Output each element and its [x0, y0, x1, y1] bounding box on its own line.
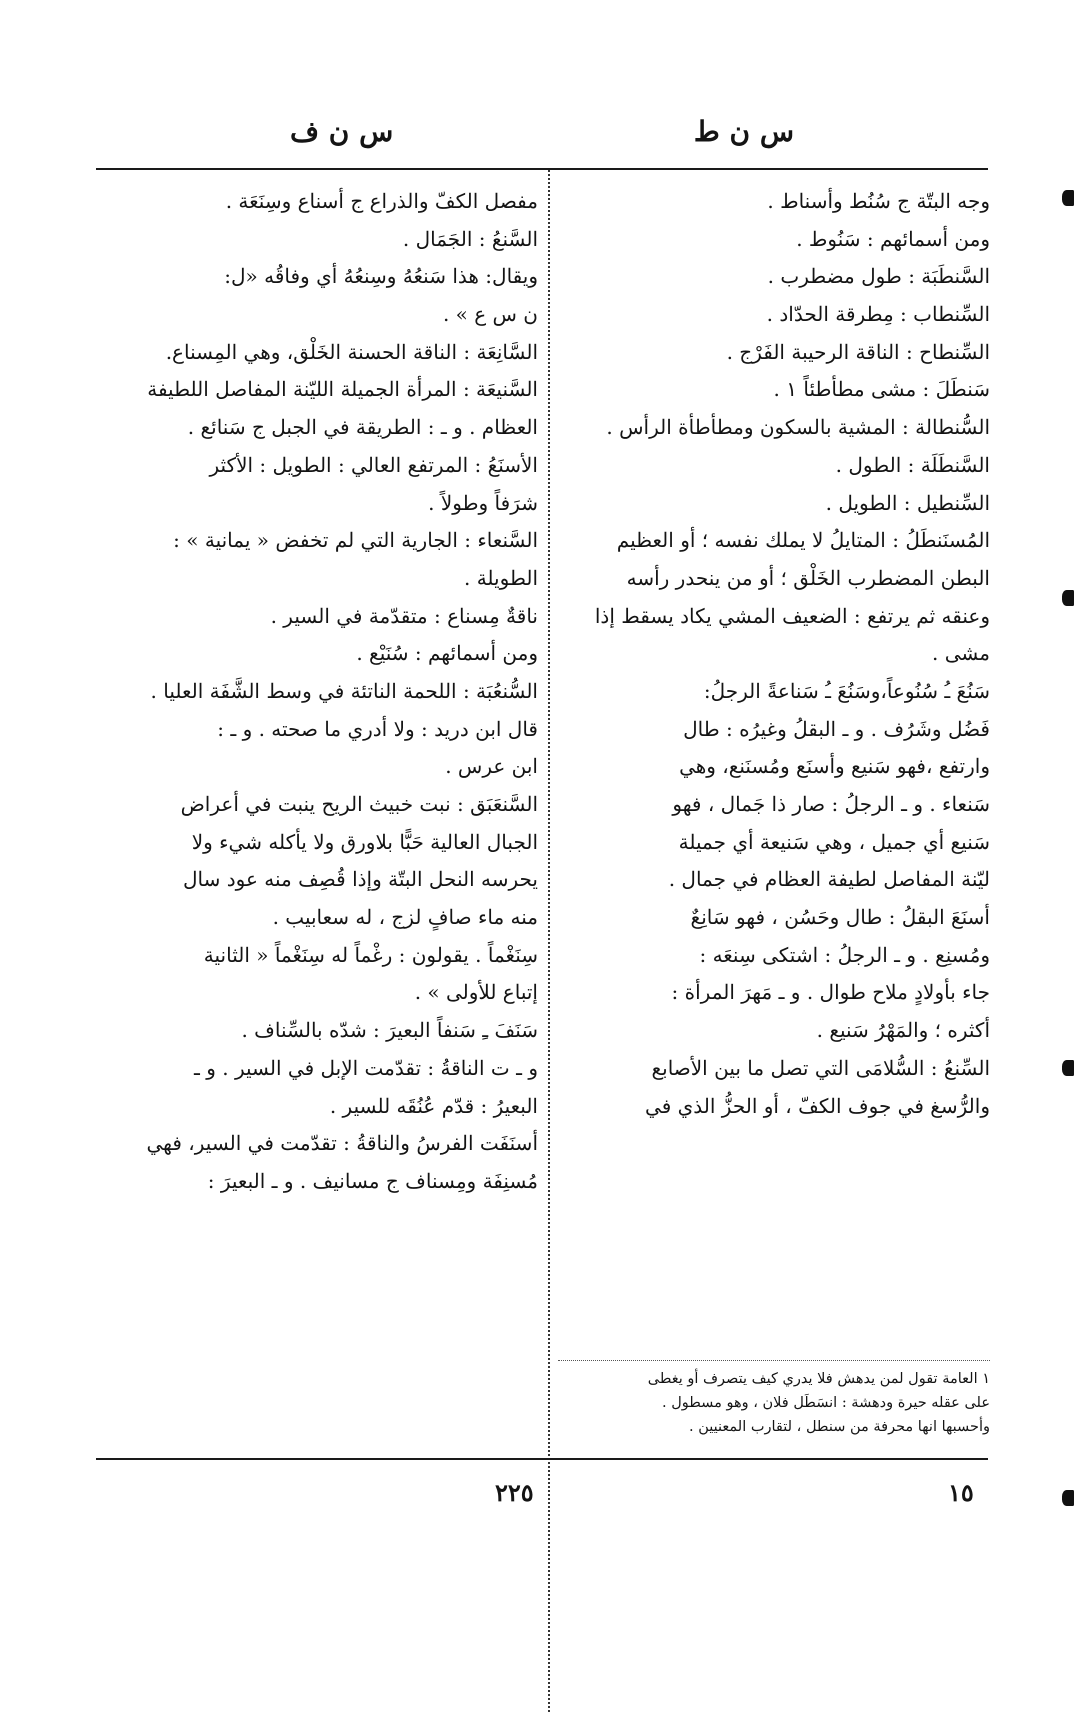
text-line: يحرسه النحل البتّة وإذا قُصِف منه عود سال [183, 867, 538, 892]
text-line: مُسنِفَة ومِسناف ج مسانيف . و ـ البعيرَ : [207, 1168, 538, 1193]
text-line: السَّنطَلَة : الطول . [835, 452, 990, 477]
text-line: أسنَفَت الفرسُ والناقةُ : تقدّمت في السير، فهي [146, 1131, 538, 1156]
text-line: أسنَعَ البقلُ : طال وحَسُن ، فهو سَانِعٌ [690, 905, 990, 930]
text-line: منه ماء صافٍ لزج ، له سعابيب . [272, 905, 538, 930]
right-column-header: س ن ط [693, 115, 794, 148]
margin-mark [1062, 1490, 1074, 1506]
footnote-line: على عقله حيرة ودهشة : انسَطَل فلان ، وهو مسطول . [662, 1395, 990, 1411]
text-line: فَضُل وشَرُف . و ـ البقلُ وغيرُه : طال [683, 716, 990, 741]
left-column [100, 183, 538, 1201]
text-line: السُّنعُبَة : اللحمة الناتئة في وسط الشَّفَة العليا . [150, 678, 538, 703]
text-line: سَنَفَ ـِ سَنفاً البعيرَ : شدّه بالسِّناف . [241, 1018, 538, 1043]
text-line: مفصل الكفّ والذراع ج أسناع وسِنَعَة . [225, 189, 538, 213]
text-line: ومن أسمائهم : سَنُوط . [796, 226, 990, 251]
text-line: ومُسنِع . و ـ الرجلُ : اشتكى سِنعَه : [699, 942, 990, 967]
text-line: الأسنَعُ : المرتفع العالي : الطويل : الأكثر [209, 452, 538, 477]
text-line: سَنيع أي جميل ، وهي سَنيعة أي جميلة [678, 829, 990, 854]
footnote-line: وأحسبها انها محرفة من سنطل ، لتقارب المعنيين . [689, 1419, 990, 1435]
text-line: والرُّسغ في جوف الكفّ ، أو الحزُّ الذي في [645, 1093, 990, 1118]
text-line: مشى . [932, 641, 990, 666]
page-number-right: ١٥ [948, 1478, 974, 1507]
text-line: البعيرُ : قدّم عُنُقَه للسير . [329, 1093, 538, 1118]
text-line: السِّنطاح : الناقة الرحيبة الفَرْج . [726, 339, 990, 364]
footnote-line: ١ العامة تقول لمن يدهش فلا يدري كيف يتصرف أو يغطى [647, 1371, 990, 1387]
text-line: العظام . و ـ : الطريقة في الجبل ج سَنائع . [187, 415, 538, 440]
text-line: ويقال: هذا سَنعُهُ وسِنعُهُ أي وفاقُه «ل: [224, 264, 538, 289]
text-line: المُسنَنطَلُ : المتايلُ لا يملك نفسه ؛ أو العظيم [616, 528, 990, 553]
text-line: السَّنطَبَة : طول مضطرب . [767, 264, 990, 289]
text-line: إتباع للأولى » . [414, 980, 538, 1005]
text-line: البطن المضطرب الخَلْق ؛ أو من ينحدر رأسه [626, 565, 990, 590]
margin-mark [1062, 1060, 1074, 1076]
text-line: سَنُعَ ـُ سُنُوعاً،وسَنُعَ ـُ سَناعةً الرجلُ: [703, 678, 990, 703]
text-line: السِّنطيل : الطويل . [825, 490, 990, 515]
text-line: وجه البتّة ج سُنُط وأسناط . [767, 189, 990, 213]
column-divider [548, 170, 550, 1712]
text-line: الطويلة . [463, 565, 538, 590]
text-line: السَّنعُ : الجَمَال . [402, 226, 538, 251]
bottom-rule [96, 1458, 988, 1460]
text-line: ابن عرس . [445, 754, 538, 779]
text-line: سِنَغْماً . يقولون : رغْماً له سِنَغْماً « الثانية [203, 942, 538, 967]
top-rule [96, 168, 988, 170]
page-number-left: ٢٢٥ [495, 1478, 534, 1507]
footnotes [558, 1360, 990, 1439]
text-line: ومن أسمائهم : سُنَيْع . [356, 641, 538, 666]
text-line: أكثره ؛ والمَهْرُ سَنيع . [816, 1018, 990, 1043]
text-line: ليّنة المفاصل لطيفة العظام في جمال . [668, 867, 990, 892]
text-line: السِّنعُ : السُّلامَى التي تصل ما بين الأصابع [651, 1055, 990, 1080]
left-column-header: س ن ف [290, 115, 394, 148]
text-line: ناقةٌ مِسناع : متقدّمة في السير . [270, 603, 538, 628]
text-line: سَنطَلَ : مشى مطأطئاً ١ . [773, 377, 990, 402]
text-line: السَّانِعَة : الناقة الحسنة الخَلْق، وهي المِسناع. [165, 339, 538, 364]
text-line: شرَفاً وطولاً . [428, 490, 538, 515]
text-line: و ـ ت الناقةُ : تقدّمت الإبل في السير . و ـ [194, 1055, 538, 1080]
text-line: قال ابن دريد : ولا أدري ما صحته . و ـ : [217, 716, 538, 741]
text-line: وارتفع ،فهو سَنيع وأسنَع ومُسنَنع، وهي [679, 754, 990, 779]
text-line: سَنعاء . و ـ الرجلُ : صار ذا جَمال ، فهو [672, 792, 990, 816]
text-line: السَّنعَبَق : نبت خبيث الريح ينبت في أعراض [180, 792, 538, 816]
text-line: ن س ع » . [442, 302, 538, 327]
text-line: جاء بأولادٍ ملاح طوال . و ـ مَهرَ المرأة : [671, 980, 990, 1005]
right-column [558, 183, 990, 1125]
text-line: السَّنعاء : الجارية التي لم تخفض « يمانية » : [173, 528, 538, 553]
margin-mark [1062, 190, 1074, 206]
text-line: السِّنطاب : مِطرقة الحدّاد . [766, 302, 990, 327]
text-line: السَّنيعَة : المرأة الجميلة الليّنة المفاصل اللطيفة [147, 377, 538, 402]
text-line: وعنقه ثم يرتفع : الضعيف المشي يكاد يسقط إذا [594, 603, 990, 628]
text-line: السُّنطالة : المشية بالسكون ومطأطأة الرأس . [606, 415, 990, 440]
text-line: الجبال العالية حَبًّا بلاورق ولا يأكله شيء ولا [191, 829, 538, 854]
margin-mark [1062, 590, 1074, 606]
